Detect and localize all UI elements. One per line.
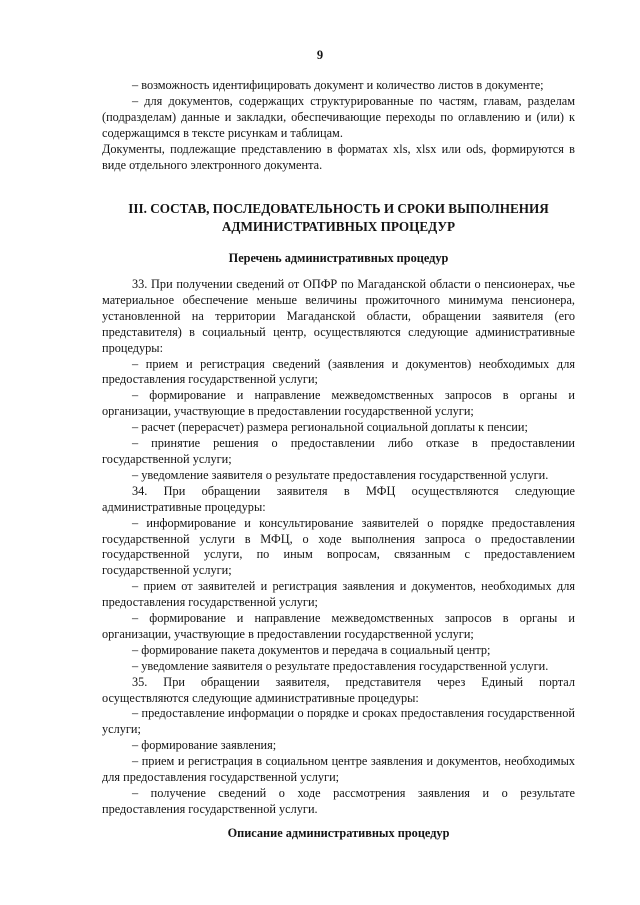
paragraph: – информирование и консультирование заявителей о порядке предоставления государственной услуги в МФЦ, о ходе выполнения запроса о предоставлении государственной услуги, по иным вопросам, связанным с предоставлением государственной услуги;: [102, 515, 575, 578]
paragraph: – формирование заявления;: [132, 738, 277, 753]
subheading-procedure-description: Описание административных процедур: [227, 826, 450, 840]
paragraph: – расчет (перерасчет) размера региональной социальной доплаты к пенсии;: [132, 420, 528, 435]
paragraph: 33. При получении сведений от ОПФР по Магаданской области о пенсионерах, чье материальное обеспечение меньше величины прожиточного минимума пенсионера, установленной на территории Магаданской области, обращении заявителя (его представителя) в социальный центр, осуществляются следующие административные процедуры:: [102, 277, 575, 355]
paragraph: – получение сведений о ходе рассмотрения заявления и о результате предоставления государственной услуги.: [102, 786, 575, 816]
paragraph: 35. При обращении заявителя, представителя через Единый портал осуществляются следующие административные процедуры:: [102, 674, 575, 705]
paragraph: – уведомление заявителя о результате предоставления государственной услуги.: [132, 467, 549, 482]
paragraph: Документы, подлежащие представлению в форматах xls, xlsx или ods, формируются в виде отдельного электронного документа.: [102, 141, 575, 172]
top-paragraphs: [102, 78, 575, 173]
paragraph: – уведомление заявителя о результате предоставления государственной услуги.: [132, 658, 549, 673]
paragraph: – формирование и направление межведомственных запросов в органы и организации, участвующие в предоставлении государственной услуги;: [102, 611, 575, 641]
section-title-line: III. СОСТАВ, ПОСЛЕДОВАТЕЛЬНОСТЬ И СРОКИ ВЫПОЛНЕНИЯ: [128, 201, 549, 216]
paragraph: – прием и регистрация сведений (заявления и документов) необходимых для предоставления государственной услуги;: [102, 356, 575, 387]
paragraph: – возможность идентифицировать документ и количество листов в документе;: [132, 78, 544, 92]
paragraph: 34. При обращении заявителя в МФЦ осуществляются следующие административные процедуры:: [102, 483, 575, 514]
section-title: [102, 200, 575, 236]
main-paragraphs: [102, 277, 575, 818]
page-number: 9: [316, 48, 324, 62]
paragraph: – для документов, содержащих структурированные по частям, главам, разделам (подразделам) данные и закладки, обеспечивающие переходы по оглавлению и (или) к содержащимся в тексте рисункам и таблицам.: [102, 93, 575, 140]
section-title-line: АДМИНИСТРАТИВНЫХ ПРОЦЕДУР: [221, 219, 456, 234]
paragraph: – прием от заявителей и регистрация заявления и документов, необходимых для предоставления государственной услуги;: [102, 579, 575, 610]
subheading-procedure-list: Перечень административных процедур: [228, 251, 449, 265]
paragraph: – прием и регистрация в социальном центре заявления и документов, необходимых для предоставления государственной услуги;: [102, 754, 575, 785]
paragraph: – предоставление информации о порядке и сроках предоставления государственной услуги;: [102, 706, 575, 737]
paragraph: – принятие решения о предоставлении либо отказе в предоставлении государственной услуги;: [102, 436, 575, 466]
paragraph: – формирование и направление межведомственных запросов в органы и организации, участвующие в предоставлении государственной услуги;: [102, 388, 575, 419]
paragraph: – формирование пакета документов и передача в социальный центр;: [132, 642, 491, 657]
